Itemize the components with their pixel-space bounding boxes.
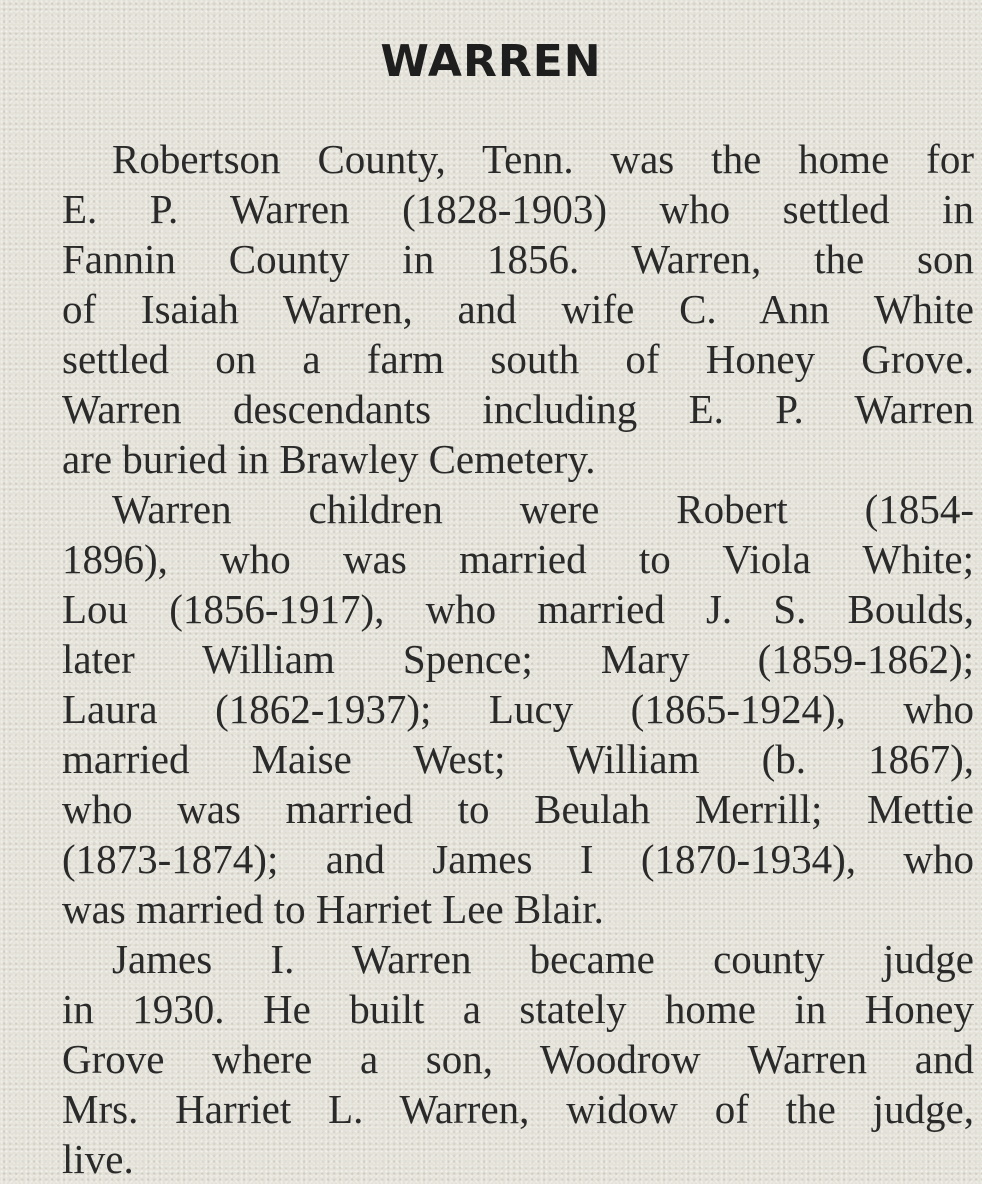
text-line: Grove where a son, Woodrow Warren and: [62, 1036, 974, 1082]
text-line: (1873-1874); and James I (1870-1934), who: [62, 836, 974, 882]
text-line: 1896), who was married to Viola White;: [62, 536, 974, 582]
text-line: settled on a farm south of Honey Grove.: [62, 336, 974, 382]
text-line: later William Spence; Mary (1859-1862);: [62, 636, 974, 682]
article-body: [12, 134, 974, 1184]
text-line: of Isaiah Warren, and wife C. Ann White: [62, 286, 974, 332]
text-line: James I. Warren became county judge: [112, 936, 974, 982]
text-line: live.: [62, 1136, 134, 1182]
text-line: Fannin County in 1856. Warren, the son: [62, 236, 974, 282]
article-title: WARREN: [380, 36, 602, 87]
text-line: are buried in Brawley Cemetery.: [62, 436, 596, 482]
paragraph-3: [12, 934, 974, 1184]
text-line: Warren descendants including E. P. Warren: [62, 386, 974, 432]
text-line: Mrs. Harriet L. Warren, widow of the judge,: [62, 1086, 974, 1132]
paragraph-1: [12, 134, 974, 484]
text-line: E. P. Warren (1828-1903) who settled in: [62, 186, 974, 232]
text-line: was married to Harriet Lee Blair.: [62, 886, 604, 932]
paragraph-2: [12, 484, 974, 934]
text-line: married Maise West; William (b. 1867),: [62, 736, 974, 782]
text-line: Warren children were Robert (1854-: [112, 486, 974, 532]
text-line: who was married to Beulah Merrill; Mettie: [62, 786, 974, 832]
text-line: Laura (1862-1937); Lucy (1865-1924), who: [62, 686, 974, 732]
text-line: Lou (1856-1917), who married J. S. Boulds,: [62, 586, 974, 632]
text-line: in 1930. He built a stately home in Honey: [62, 986, 974, 1032]
text-line: Robertson County, Tenn. was the home for: [112, 136, 974, 182]
